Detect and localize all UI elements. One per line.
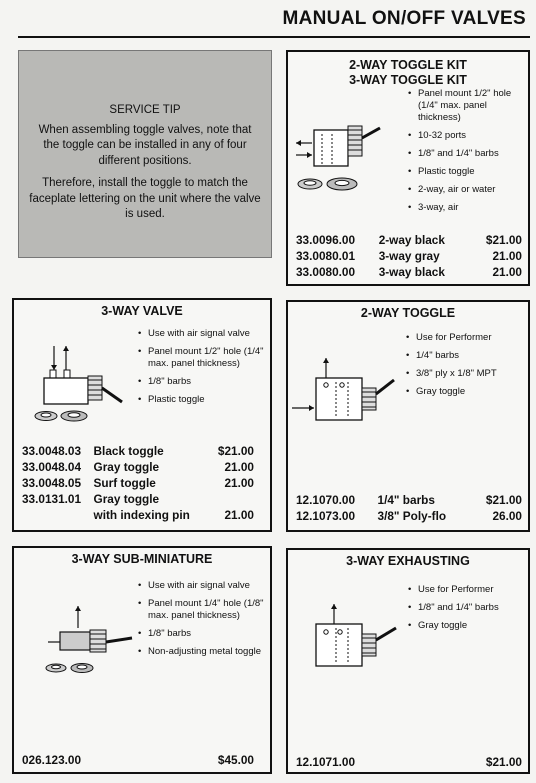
part-price: 21.00 [224, 508, 254, 522]
price-row [296, 232, 522, 248]
price-row [296, 754, 522, 770]
sub-miniature-features [138, 580, 268, 664]
part-price: $21.00 [485, 493, 522, 507]
feature-item: • Non-adjusting metal toggle [138, 646, 268, 658]
feature-item: • Panel mount 1/2" hole (1/4" max. panel thickness) [138, 346, 268, 370]
part-description: 3/8" Poly-flo [377, 509, 447, 523]
feature-item: • Use with air signal valve [138, 580, 268, 592]
price-row [296, 492, 522, 508]
part-price: 21.00 [224, 460, 254, 474]
part-number: 33.0048.04 [22, 460, 82, 474]
toggle-kit-price-table [296, 232, 522, 280]
part-number: 33.0048.05 [22, 476, 82, 490]
service-tip-paragraph-1: When assembling toggle valves, note that the toggle can be installed in any of four different positions. [38, 123, 252, 167]
feature-item: • Panel mount 1/4" hole (1/8" max. panel thickness) [138, 598, 268, 622]
part-number: 33.0131.01 [22, 492, 82, 506]
feature-item: • 2-way, air or water [408, 184, 526, 196]
feature-item: • 3/8" ply x 1/8" MPT [406, 368, 528, 380]
panel-title-line-1: 2-WAY TOGGLE KIT [349, 58, 467, 72]
feature-item: • 1/8" and 1/4" barbs [408, 148, 526, 160]
part-description: 1/4" barbs [377, 493, 435, 507]
title-rule [18, 36, 530, 38]
feature-item: • 3-way, air [408, 202, 526, 214]
price-row [22, 491, 254, 507]
part-number: 12.1073.00 [296, 509, 356, 523]
toggle-kit-features [408, 88, 526, 220]
panel-toggle-kit [286, 50, 530, 286]
part-price: 21.00 [492, 249, 522, 263]
sub-miniature-price-table [22, 752, 254, 768]
price-row [22, 443, 254, 459]
part-number: 33.0048.03 [22, 444, 82, 458]
service-tip-paragraph-2: Therefore, install the toggle to match the faceplate lettering on the unit where the valve is used. [29, 177, 261, 220]
feature-item: • Plastic toggle [138, 394, 268, 406]
exhausting-valve-illustration [296, 600, 412, 680]
price-row [22, 459, 254, 475]
panel-title: 3-WAY SUB-MINIATURE [71, 552, 213, 566]
feature-item: • Use for Performer [408, 584, 528, 596]
panel-title: 3-WAY EXHAUSTING [346, 554, 470, 568]
part-number: 33.0080.00 [296, 265, 356, 279]
page-title: MANUAL ON/OFF VALVES [282, 8, 526, 29]
panel-exhausting [286, 548, 530, 774]
part-number: 33.0080.01 [296, 249, 356, 263]
part-number: 12.1070.00 [296, 493, 356, 507]
sub-miniature-valve-illustration [34, 598, 144, 684]
feature-item: • 1/4" barbs [406, 350, 528, 362]
panel-title-line-2: 3-WAY TOGGLE KIT [349, 73, 467, 87]
panel-sub-miniature [12, 546, 272, 774]
part-description: 3-way black [378, 265, 445, 279]
part-price: $21.00 [485, 233, 522, 247]
part-description: Gray toggle [93, 492, 160, 506]
feature-item: • Plastic toggle [408, 166, 526, 178]
part-price: $45.00 [217, 753, 254, 767]
part-price: $21.00 [217, 444, 254, 458]
part-description: 2-way black [378, 233, 445, 247]
price-row [22, 475, 254, 491]
feature-item: • 1/8" barbs [138, 376, 268, 388]
part-number: 33.0096.00 [296, 233, 356, 247]
part-description: 3-way gray [378, 249, 440, 263]
part-description: Surf toggle [93, 476, 156, 490]
part-description: Black toggle [93, 444, 164, 458]
price-row [296, 508, 522, 524]
three-way-valve-features [138, 328, 268, 412]
part-description: Gray toggle [93, 460, 160, 474]
feature-item: • Use for Performer [406, 332, 528, 344]
service-tip-heading: SERVICE TIP [109, 104, 181, 116]
part-price [210, 491, 254, 507]
two-way-toggle-features [406, 332, 528, 404]
two-way-toggle-illustration [290, 354, 404, 444]
feature-item: • Gray toggle [406, 386, 528, 398]
three-way-valve-illustration [30, 340, 142, 432]
feature-item: • 10-32 ports [408, 130, 526, 142]
part-number: 12.1071.00 [296, 755, 356, 769]
price-row [296, 264, 522, 280]
exhausting-price-table [296, 754, 522, 770]
panel-three-way-valve [12, 298, 272, 532]
part-price: 21.00 [224, 476, 254, 490]
three-way-valve-price-table [22, 443, 254, 523]
price-row [296, 248, 522, 264]
feature-item: • Panel mount 1/2" hole (1/4" max. panel thickness) [408, 88, 526, 124]
feature-item: • 1/8" barbs [138, 628, 268, 640]
panel-title: 3-WAY VALVE [101, 304, 183, 318]
two-way-toggle-price-table [296, 492, 522, 524]
price-row [22, 507, 254, 523]
exhausting-features [408, 584, 528, 638]
part-number [22, 507, 94, 523]
part-price: $21.00 [485, 755, 522, 769]
part-description: with indexing pin [93, 508, 190, 522]
price-row [22, 752, 254, 768]
feature-item: • Use with air signal valve [138, 328, 268, 340]
part-price: 21.00 [492, 265, 522, 279]
part-price: 26.00 [492, 509, 522, 523]
service-tip-box [18, 50, 272, 258]
panel-two-way-toggle [286, 300, 530, 532]
toggle-kit-valve-illustration [292, 112, 410, 204]
feature-item: • Gray toggle [408, 620, 528, 632]
part-number: 026.123.00 [22, 753, 82, 767]
feature-item: • 1/8" and 1/4" barbs [408, 602, 528, 614]
panel-title: 2-WAY TOGGLE [360, 306, 456, 320]
